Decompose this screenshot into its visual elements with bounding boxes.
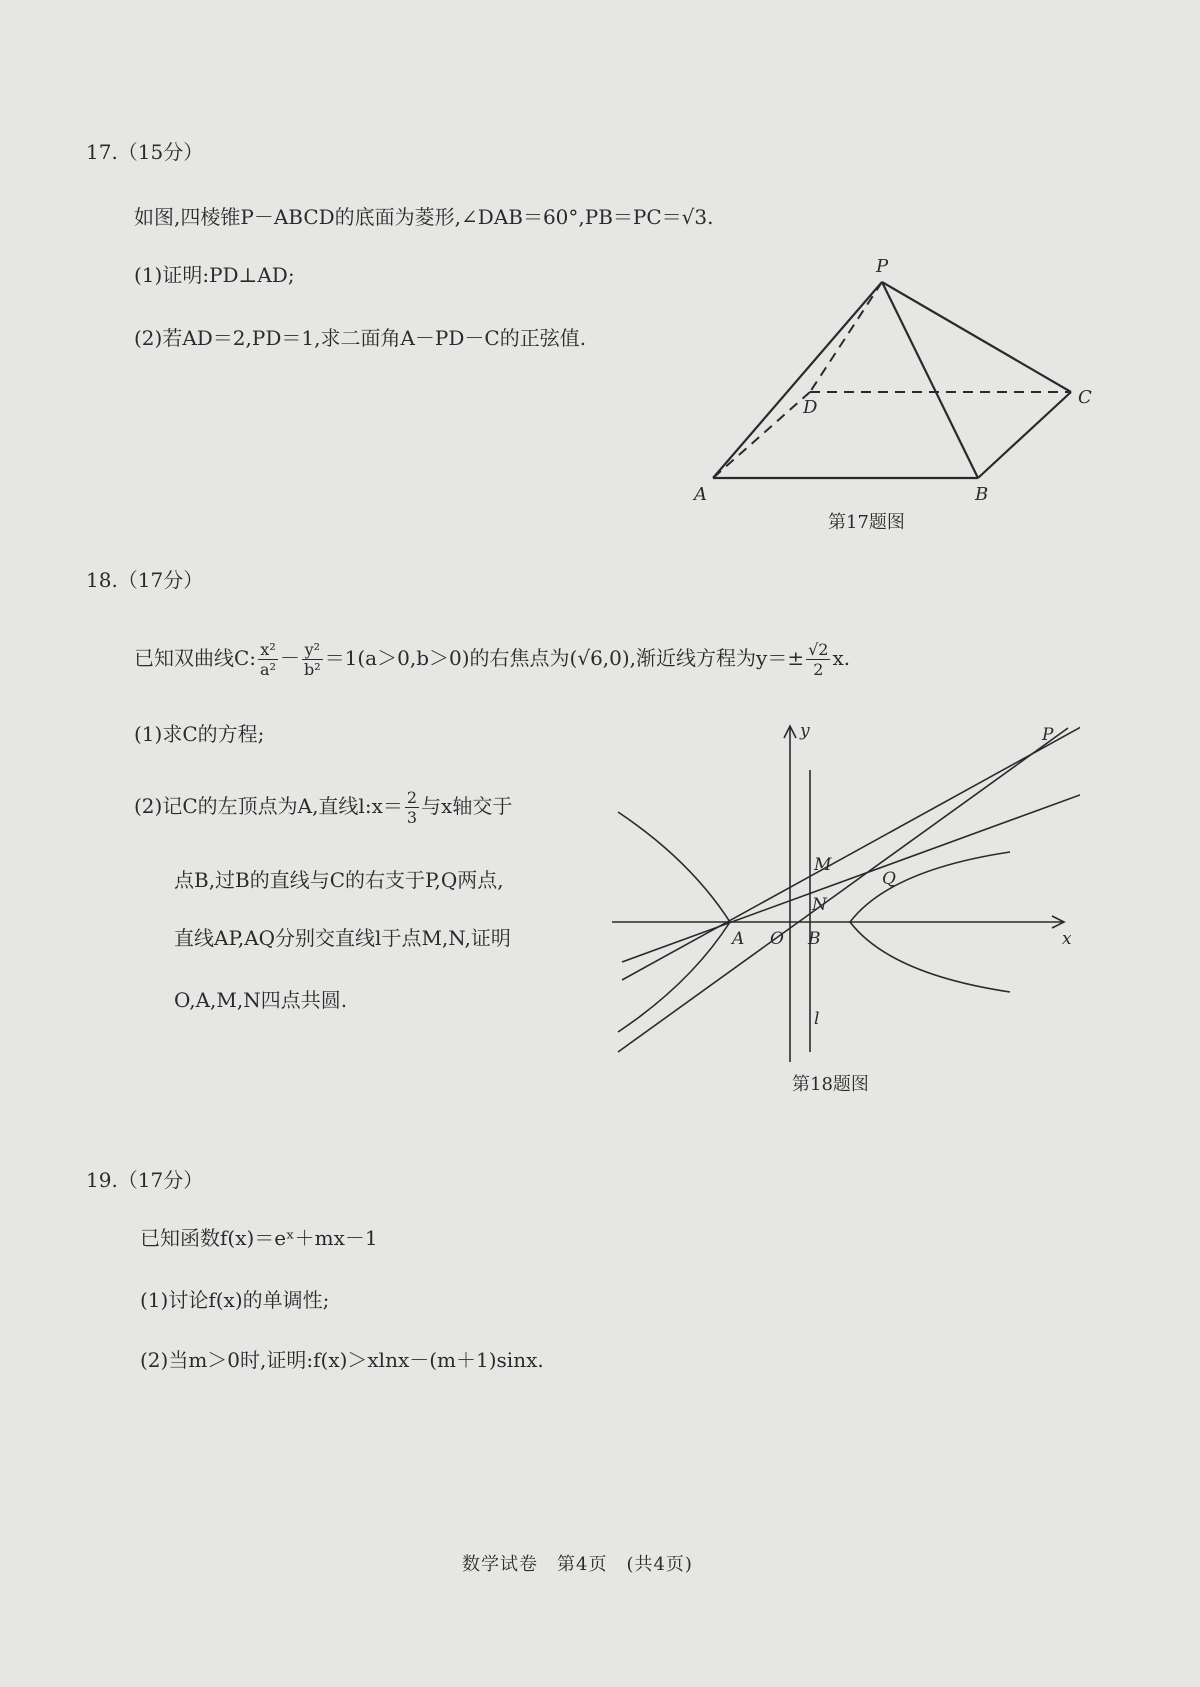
edge-PD-hidden <box>810 282 882 392</box>
q18-frac-sqrt2-2 <box>806 640 830 679</box>
q18-part2-line2: 点B,过B的直线与C的右支于P,Q两点, <box>174 868 504 892</box>
label-A: A <box>694 484 707 505</box>
edge-AD-hidden <box>713 392 810 478</box>
label-x: x <box>1062 929 1072 949</box>
label-D: D <box>803 397 818 418</box>
line-AQ <box>622 792 1080 962</box>
q18-frac-x2-a2 <box>258 640 278 679</box>
q19-part2: (2)当m＞0时,证明:f(x)＞xlnx－(m＋1)sinx. <box>140 1348 544 1372</box>
q19-part1: (1)讨论f(x)的单调性; <box>140 1288 330 1312</box>
q18-stem-prefix: 已知双曲线C: <box>134 646 257 671</box>
q17-part1: (1)证明:PD⊥AD; <box>134 263 295 287</box>
frac-den: 2 <box>813 660 824 680</box>
frac-num: √2 <box>808 640 829 659</box>
q18-part1: (1)求C的方程; <box>134 722 265 746</box>
q18-figure-caption: 第18题图 <box>792 1074 869 1095</box>
label-M: M <box>814 855 832 875</box>
page-footer: 数学试卷 第4页 (共4页) <box>462 1554 693 1575</box>
frac-num: x² <box>258 640 278 660</box>
q18-stem <box>134 640 850 679</box>
q17-pyramid-figure <box>690 250 1100 510</box>
frac-den: a² <box>260 660 276 680</box>
frac-den: b² <box>304 660 321 680</box>
label-P: P <box>876 256 889 277</box>
label-N: N <box>812 895 827 915</box>
frac-num: y² <box>302 640 323 660</box>
q17-part2: (2)若AD＝2,PD＝1,求二面角A－PD－C的正弦值. <box>134 326 587 350</box>
q18-stem-suffix: x. <box>832 646 851 671</box>
label-O: O <box>770 929 784 949</box>
frac-num: 2 <box>406 788 418 807</box>
q18-part2-line3: 直线AP,AQ分别交直线l于点M,N,证明 <box>174 926 511 950</box>
q18-frac-y2-b2 <box>302 640 323 679</box>
line-AP <box>622 722 1080 980</box>
line-BP <box>618 728 1068 1052</box>
q19-stem: 已知函数f(x)＝eˣ＋mx－1 <box>140 1226 378 1250</box>
edge-PC <box>882 282 1071 392</box>
label-B: B <box>808 929 821 949</box>
q17-figure-caption: 第17题图 <box>828 512 905 533</box>
label-l: l <box>814 1009 820 1029</box>
label-A: A <box>732 929 745 949</box>
q18-part2-suffix: 与x轴交于 <box>421 794 513 819</box>
q18-header: 18.（17分） <box>86 568 204 592</box>
frac-den: 3 <box>406 808 418 828</box>
q17-header: 17.（15分） <box>86 140 204 164</box>
q18-frac-2-3 <box>405 788 419 827</box>
q17-stem: 如图,四棱锥P－ABCD的底面为菱形,∠DAB＝60°,PB＝PC＝√3. <box>134 205 714 229</box>
edge-PA <box>713 282 882 478</box>
q18-stem-middle: ＝1(a＞0,b＞0)的右焦点为(√6,0),渐近线方程为y＝± <box>324 646 805 671</box>
edge-BC <box>978 392 1071 478</box>
q18-part2-line4: O,A,M,N四点共圆. <box>174 988 348 1012</box>
label-B: B <box>975 484 989 505</box>
label-P: P <box>1042 725 1054 745</box>
q18-hyperbola-figure <box>610 710 1080 1070</box>
q18-minus: － <box>280 646 300 671</box>
label-y: y <box>800 721 810 741</box>
q19-header: 19.（17分） <box>86 1168 204 1192</box>
q18-part2-prefix: (2)记C的左顶点为A,直线l:x＝ <box>134 794 403 819</box>
label-C: C <box>1078 387 1092 408</box>
edge-PB <box>882 282 978 478</box>
q18-part2-line1 <box>134 788 512 827</box>
label-Q: Q <box>882 869 896 889</box>
